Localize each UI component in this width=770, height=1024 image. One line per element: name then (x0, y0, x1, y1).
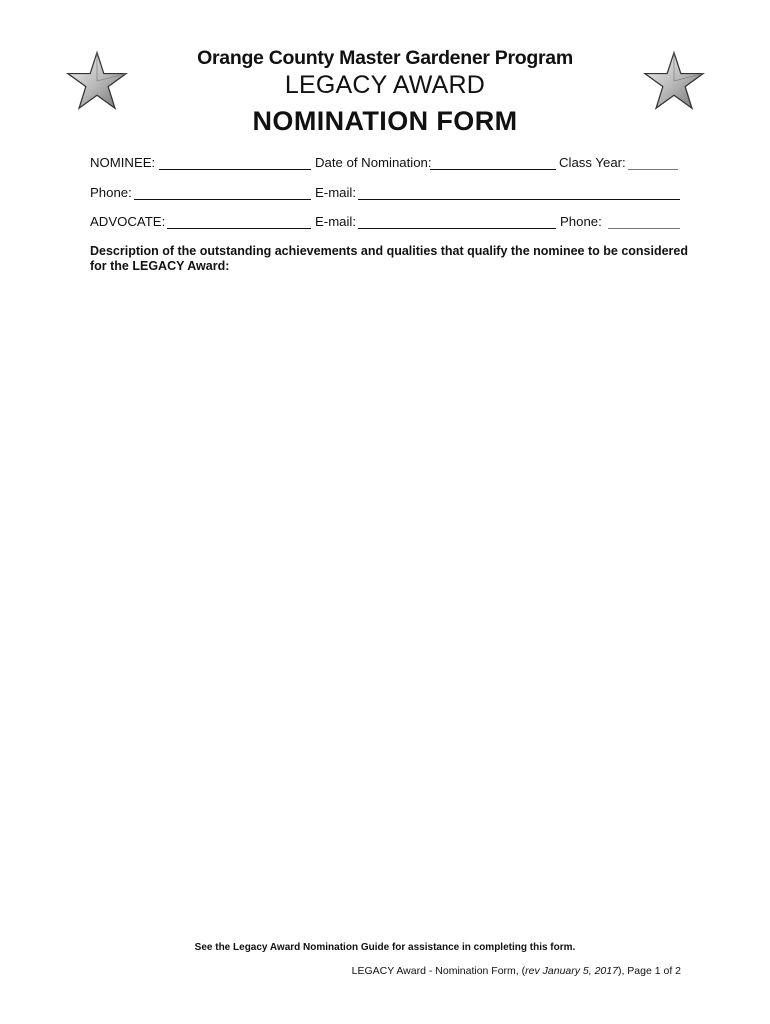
footer-suffix: ), Page 1 of 2 (617, 965, 681, 977)
advocate-label: ADVOCATE: (90, 214, 166, 229)
class-year-label: Class Year: (559, 155, 626, 170)
page-footer (352, 965, 681, 977)
advocate-email-field[interactable] (358, 228, 556, 229)
guide-note: See the Legacy Award Nomination Guide for assistance in completing this form. (194, 942, 576, 953)
email-field[interactable] (358, 199, 680, 200)
nominee-row (90, 155, 682, 173)
advocate-email-label: E-mail: (315, 214, 357, 229)
award-title: LEGACY AWARD (284, 71, 486, 99)
form-title: NOMINATION FORM (252, 106, 518, 136)
advocate-row (90, 214, 682, 232)
nominee-field[interactable] (159, 169, 311, 170)
advocate-phone-label: Phone: (560, 214, 602, 229)
advocate-phone-field[interactable] (608, 228, 680, 229)
date-label: Date of Nomination: (315, 155, 432, 170)
phone-row (90, 185, 682, 203)
class-year-field[interactable] (628, 169, 678, 170)
description-prompt: Description of the outstanding achievements and qualities that qualify the nominee to be considered for the LEGACY Award: (90, 244, 689, 273)
phone-label: Phone: (90, 185, 132, 200)
footer-prefix: LEGACY Award - Nomination Form, ( (351, 965, 526, 977)
program-title: Orange County Master Gardener Program (197, 47, 573, 69)
date-field[interactable] (430, 169, 556, 170)
email-label: E-mail: (315, 185, 357, 200)
advocate-field[interactable] (167, 228, 311, 229)
footer-revision: rev January 5, 2017 (525, 965, 618, 977)
nominee-label: NOMINEE: (90, 155, 156, 170)
phone-field[interactable] (134, 199, 311, 200)
